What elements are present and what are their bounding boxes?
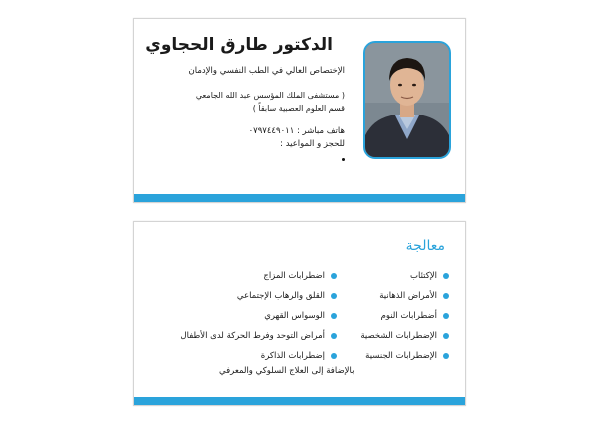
list-item [180,306,337,326]
list-item [180,286,337,306]
portrait-image [365,43,449,157]
business-card-front [133,18,466,203]
list-item-label: اضطرابات المزاج [263,271,325,281]
treatments-list-left [180,266,337,366]
hospital-line-1: ( مستشفى الملك المؤسس عبد الله الجامعي [195,91,345,100]
bullet-icon [331,273,337,279]
bullet-icon [443,313,449,319]
bullet-icon [331,353,337,359]
hospital-info [196,89,345,115]
list-item-label: الأمراض الذهانية [379,291,437,301]
bullet-icon [331,313,337,319]
list-item-label: أضطرابات النوم [380,311,437,321]
specialty-line: الإختصاص العالي في الطب النفسي والإدمان [188,66,345,76]
list-item [180,346,337,366]
list-item [180,266,337,286]
business-card-back [133,221,466,406]
list-item [360,346,449,366]
booking-label: للحجز و المواعيد : [280,139,345,149]
doctor-photo [363,41,451,159]
doctor-name: الدكتور طارق الحجاوي [145,35,333,55]
treatments-list-right [360,266,449,366]
list-item-label: الإضطرابات الجنسية [365,351,437,361]
bullet-icon [443,333,449,339]
phone-label: هاتف مباشر : [296,126,345,136]
list-item-label: إضطرابات الذاكرة [260,351,325,361]
bullet-icon [331,293,337,299]
dot-marker [342,158,345,161]
list-item-label: الإضطرابات الشخصية [360,331,437,341]
list-item-label: أمراض التوحد وفرط الحركة لدى الأطفال [180,331,325,341]
bullet-icon [443,273,449,279]
bullet-icon [331,333,337,339]
list-item-label: الإكتئاب [410,271,437,281]
hospital-line-2: قسم العلوم العصبية سابقاً ) [252,104,345,113]
contact-info [249,125,345,151]
list-item [360,306,449,326]
phone-number: ٠٧٩٧٤٤٩٠١١ [248,126,295,136]
list-item [180,326,337,346]
list-item [360,286,449,306]
list-item-label: الوسواس القهري [264,311,325,321]
accent-bar [134,397,465,405]
accent-bar [134,194,465,202]
list-item [360,326,449,346]
bullet-icon [443,293,449,299]
bullet-icon [443,353,449,359]
list-item-label: القلق والرهاب الإجتماعي [236,291,325,301]
list-item [360,266,449,286]
treatments-title: معالجة [405,238,445,254]
additional-therapy: بالإضافة إلى العلاج السلوكي والمعرفي [219,366,355,376]
phone-line [249,125,345,138]
